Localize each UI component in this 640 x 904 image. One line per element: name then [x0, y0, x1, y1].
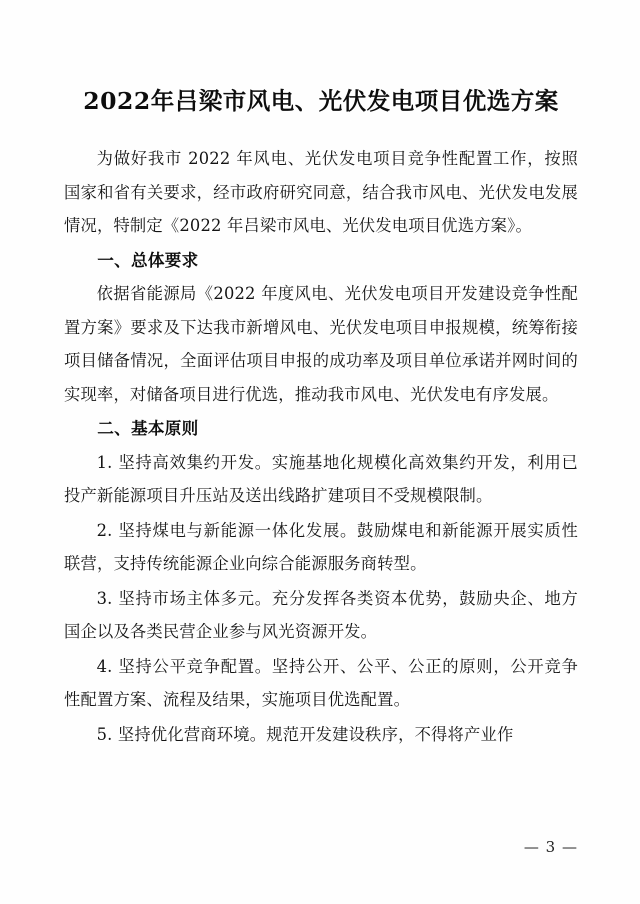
paragraph-overall-requirements: 依据省能源局《2022 年度风电、光伏发电项目开发建设竞争性配置方案》要求及下达我市新增风电、光伏发电项目申报规模，统筹衔接项目储备情况，全面评估项目申报的成功率及项目单位承诺并网时间的实现率，对储备项目进行优选，推动我市风电、光伏发电有序发展。: [64, 284, 578, 404]
paragraph-principle-3: 3. 坚持市场主体多元。充分发挥各类资本优势，鼓励央企、地方国企以及各类民营企业参与风光资源开发。: [64, 588, 578, 641]
section-heading-overall-requirements: 一、总体要求: [97, 249, 199, 270]
paragraph-principle-5: 5. 坚持优化营商环境。规范开发建设秩序，不得将产业作: [96, 724, 514, 744]
paragraph-intro: 为做好我市 2022 年风电、光伏发电项目竞争性配置工作，按照国家和省有关要求，经市政府研究同意，结合我市风电、光伏发电发展情况，特制定《2022 年吕梁市风电、光伏发电项目优选方案》。: [64, 149, 578, 235]
document-body: [64, 142, 578, 751]
paragraph-principle-1: 1. 坚持高效集约开发。实施基地化规模化高效集约开发，利用已投产新能源项目升压站及送出线路扩建项目不受规模限制。: [64, 452, 578, 505]
section-heading-basic-principles: 二、基本原则: [97, 418, 199, 438]
page-number: — 3 —: [523, 838, 578, 856]
paragraph-principle-2: 2. 坚持煤电与新能源一体化发展。鼓励煤电和新能源开展实质性联营，支持传统能源企业向综合能源服务商转型。: [64, 520, 578, 573]
paragraph-principle-4: 4. 坚持公平竞争配置。坚持公开、公平、公正的原则，公开竞争性配置方案、流程及结果，实施项目优选配置。: [64, 656, 578, 709]
page-title: 2022年吕梁市风电、光伏发电项目优选方案: [83, 87, 559, 115]
